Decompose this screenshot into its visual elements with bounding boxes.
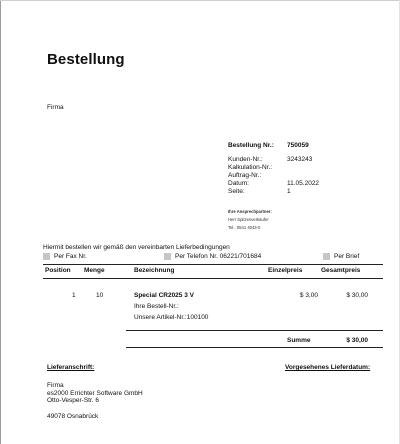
order-number-row [228,142,347,150]
address-line-3: Otto-Vesper-Str. 6 [47,397,100,404]
calculation-number-row [228,164,347,172]
delivery-address-label: Lieferanschrift: [47,364,95,371]
col-header-gesamtpreis: Gesamtpreis [321,267,361,274]
row-bezeichnung: Special CR2025 3 V [134,292,194,299]
option-fax[interactable] [43,253,87,260]
option-brief[interactable] [323,253,359,260]
delivery-date-label: Vorgesehenes Lieferdatum: [285,364,371,371]
contact-phone: Tel.: 0541 4043-0 [228,225,261,230]
address-line-4: 49078 Osnabrück [47,412,99,420]
address-spacer [47,405,143,413]
job-number-row [228,172,347,180]
page-number-label: Seite: [228,188,245,195]
fax-label: Per Fax Nr. [54,253,87,260]
telefon-label: Per Telefon Nr. 06221/701684 [175,253,262,260]
fax-checkbox[interactable] [43,253,50,260]
table-top-rule [43,264,383,265]
option-telefon[interactable] [164,253,261,260]
telefon-checkbox[interactable] [164,253,171,260]
order-intro-text: Hiermit bestellen wir gemäß den vereinbarten Lieferbedingungen [43,244,230,251]
table-header-rule [43,278,383,279]
contact-name: Herr Spitzenverkäufer [228,217,269,222]
sum-label: Summe [287,337,311,344]
calculation-number-value [287,164,347,172]
order-number-value: 750059 [287,142,309,149]
row-artikel-nr: Unsere Artikel-Nr.:100100 [134,314,209,321]
brief-checkbox[interactable] [323,253,330,260]
col-header-position: Position [45,267,71,274]
brief-label: Per Brief [334,253,360,260]
row-menge: 10 [96,292,104,299]
row-position: 1 [72,292,76,299]
row-bestell-nr: Ihre Bestell-Nr.: [134,303,179,310]
date-row [228,180,347,188]
address-line-2: es2000 Errichter Software GmbH [47,389,143,397]
job-number-value [287,172,347,180]
customer-number-value: 3243243 [287,156,313,163]
page-number-value: 1 [287,188,291,195]
date-label: Datum: [228,180,249,187]
customer-number-row [228,156,347,164]
job-number-label: Auftrag-Nr.: [228,172,262,179]
row-gesamtpreis: $ 30,00 [346,292,368,299]
sum-rule [126,347,383,348]
delivery-address [47,382,143,420]
document-title: Bestellung [47,51,125,68]
date-value: 11.05.2022 [287,180,320,187]
company-label: Firma [47,104,64,111]
col-header-menge: Menge [84,267,105,274]
page-border-top [0,0,400,1]
col-header-bezeichnung: Bezeichnung [134,267,175,274]
contact-label: Ihre Ansprechpartner: [228,209,272,214]
calculation-number-label: Kalkulation-Nr.: [228,164,273,171]
page-number-row [228,188,347,196]
customer-number-label: Kunden-Nr.: [228,156,263,163]
order-meta-block [228,142,347,196]
table-bottom-rule [126,330,383,331]
col-header-einzelpreis: Einzelpreis [268,267,303,274]
row-einzelpreis: $ 3,00 [299,292,318,299]
page-border-left [0,0,1,444]
order-number-label: Bestellung Nr.: [228,142,274,149]
sum-value: $ 30,00 [346,337,368,344]
address-line-1: Firma [47,382,64,389]
